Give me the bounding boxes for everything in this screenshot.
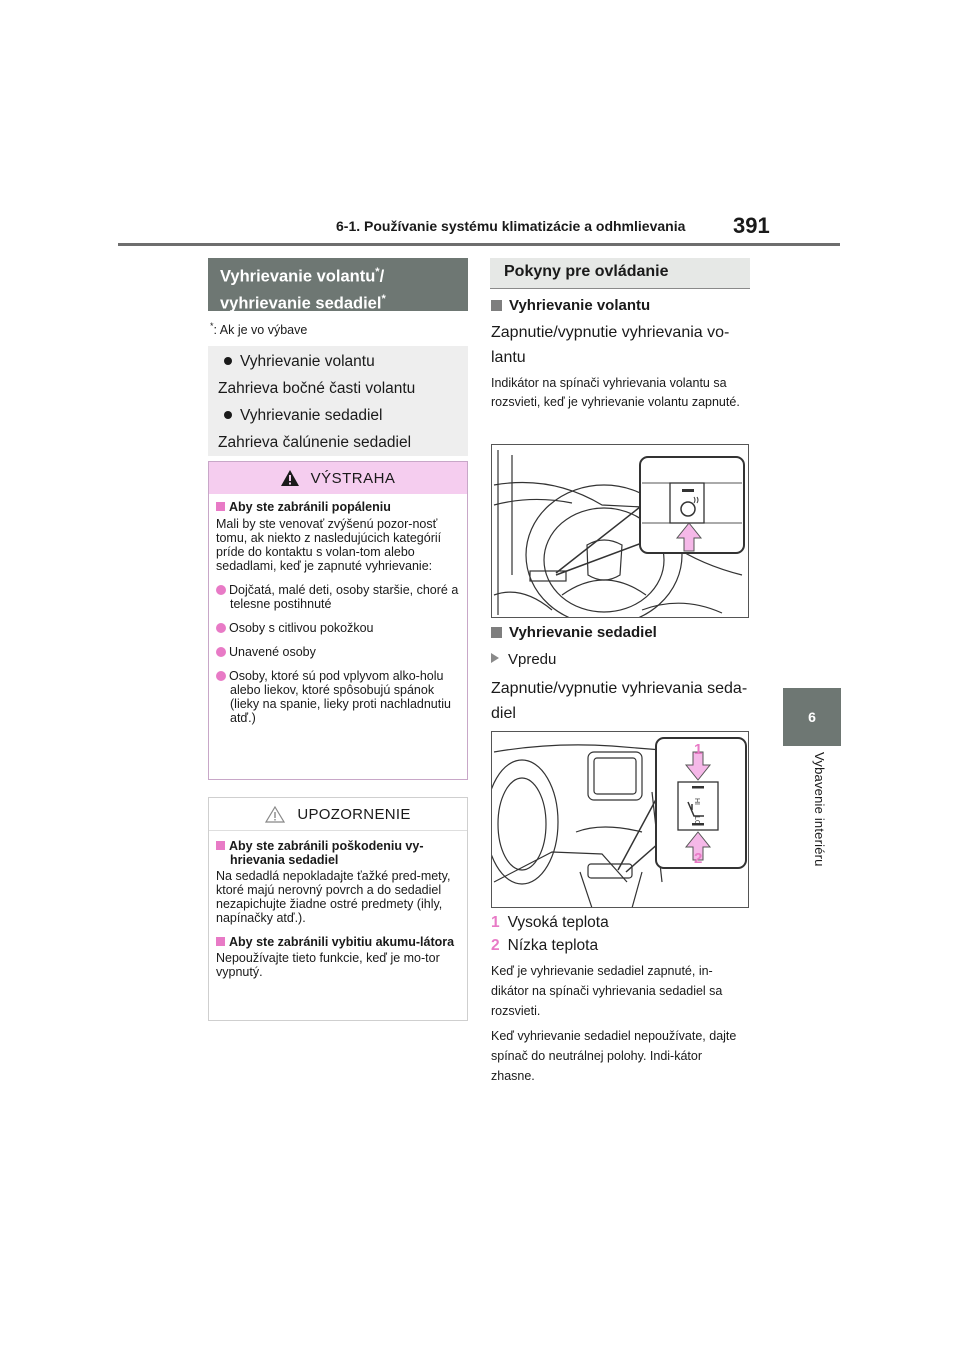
steering-subheading: Vyhrievanie volantu — [491, 297, 753, 314]
front-label: Vpredu — [491, 651, 753, 668]
lo-label: LO — [693, 816, 700, 826]
info-text: Vyhrievanie volantu — [240, 353, 375, 370]
info-item — [218, 429, 458, 456]
warning-list-item: Osoby s citlivou pokožkou — [216, 621, 460, 635]
callout-2: 2 — [694, 850, 703, 867]
warning-body — [209, 494, 467, 731]
page-number: 391 — [733, 213, 770, 238]
notice-box — [208, 797, 468, 1021]
info-text: Zahrieva čalúnenie sedadiel — [218, 434, 412, 451]
pink-dot-icon — [216, 671, 226, 681]
chapter-title: Vybavenie interiéru — [812, 752, 827, 867]
warning-subheading: Aby ste zabránili popáleniu — [216, 500, 460, 514]
notice-title: UPOZORNENIE — [297, 805, 411, 823]
notice-subheading: Aby ste zabránili poškodeniu vy-hrievania sedadiel — [216, 839, 460, 867]
legend-label: Vysoká teplota — [507, 914, 609, 931]
warning-paragraph: Mali by ste venovať zvýšenú pozor-nosť tomu, ak niekto z nasledujúcich kategórií príde do kontaktu s volan-tom alebo sedadlami, keď je zapnuté vyhrievanie: — [216, 517, 442, 573]
legend-number: 2 — [491, 937, 500, 954]
seat-heater-illustration — [491, 731, 749, 908]
chapter-number: 6 — [808, 709, 816, 725]
steering-heater-illustration — [491, 444, 749, 618]
pink-dot-icon — [216, 623, 226, 633]
info-item — [218, 348, 458, 375]
seat-text-line: diel — [491, 705, 516, 722]
running-header: 6-1. Používanie systému klimatizácie a odhmlievania — [336, 218, 686, 234]
section-heading-operation: Pokyny pre ovládanie — [490, 258, 750, 288]
steering-text-line: lantu — [491, 349, 526, 366]
triangle-bullet-icon — [491, 653, 499, 663]
notice-subheading: Aby ste zabránili vybitiu akumu-látora — [216, 935, 460, 949]
pink-dot-icon — [216, 585, 226, 595]
caution-triangle-icon — [265, 806, 285, 823]
heading-asterisk-2: * — [381, 292, 386, 305]
square-bullet-icon — [216, 841, 225, 850]
square-bullet-icon — [216, 502, 225, 511]
seat-dashboard-drawing — [492, 732, 749, 908]
steering-text — [491, 320, 753, 370]
steering-text-line: Zapnutie/vypnutie vyhrievania vo- — [491, 324, 730, 341]
legend-number: 1 — [491, 914, 500, 931]
heading-rule — [490, 288, 750, 289]
footnote-asterisk: * — [210, 321, 214, 331]
legend-label: Nízka teplota — [507, 937, 599, 954]
heading-asterisk-1: * — [375, 266, 380, 278]
legend-item — [491, 911, 753, 934]
square-bullet-icon — [216, 937, 225, 946]
chapter-tab — [783, 688, 841, 746]
warning-title: VÝSTRAHA — [310, 469, 396, 487]
heading-line-1: Vyhrievanie volantu — [220, 267, 376, 286]
section-heading-heating — [208, 258, 468, 311]
legend — [491, 911, 753, 957]
notice-paragraph: Na sedadlá nepokladajte ťažké pred-mety, ktoré majú nerovný povrch a do sedadiel nezapichujte žiadne ostré predmety (ihly, napínačky atď.). — [216, 869, 451, 925]
info-box — [208, 346, 468, 456]
notice-paragraph: Nepoužívajte tieto funkcie, keď je mo-tor vypnutý. — [216, 951, 440, 979]
callout-1: 1 — [694, 741, 703, 758]
footnote — [210, 321, 307, 337]
seat-text — [491, 676, 753, 726]
heading-line-2: vyhrievanie sedadiel — [220, 294, 382, 312]
info-item — [218, 402, 458, 429]
seat-text-line: Zapnutie/vypnutie vyhrievania seda- — [491, 680, 748, 697]
warning-triangle-icon — [281, 470, 299, 486]
steering-note: Indikátor na spínači vyhrievania volantu sa rozsvieti, keď je vyhrievanie volantu zapnuté. — [491, 376, 740, 409]
warning-list-item: Dojčatá, malé deti, osoby staršie, choré a telesne postihnuté — [216, 583, 460, 611]
info-text: Vyhrievanie sedadiel — [240, 407, 383, 424]
info-text: Zahrieva bočné časti volantu — [218, 380, 416, 397]
seat-subheading: Vyhrievanie sedadiel — [491, 624, 753, 641]
warning-list-item: Osoby, ktoré sú pod vplyvom alko-holu alebo liekov, ktoré spôsobujú spánok (lieky na spanie, lieky proti nachladnutiu atď.) — [216, 669, 460, 725]
notice-body — [209, 831, 467, 981]
notice-header — [209, 798, 467, 831]
hi-label: HI — [693, 798, 700, 805]
header-rule — [118, 243, 840, 246]
heading-slash: / — [379, 267, 385, 286]
warning-box — [208, 461, 468, 780]
seat-note-1: Keď je vyhrievanie sedadiel zapnuté, in-dikátor na spínači vyhrievania sedadiel sa rozsvieti. — [491, 964, 723, 1018]
square-bullet-icon — [491, 627, 502, 638]
footnote-text: : Ak je vo výbave — [213, 323, 308, 338]
legend-item — [491, 934, 753, 957]
square-bullet-icon — [491, 300, 502, 311]
steering-dashboard-drawing — [492, 445, 749, 618]
bullet-icon — [224, 357, 232, 365]
warning-header — [209, 462, 467, 494]
info-item — [218, 375, 458, 402]
warning-list-item: Unavené osoby — [216, 645, 460, 659]
pink-dot-icon — [216, 647, 226, 657]
bullet-icon — [224, 411, 232, 419]
seat-note-2: Keď vyhrievanie sedadiel nepoužívate, dajte spínač do neutrálnej polohy. Indi-kátor zhasne. — [491, 1029, 737, 1083]
